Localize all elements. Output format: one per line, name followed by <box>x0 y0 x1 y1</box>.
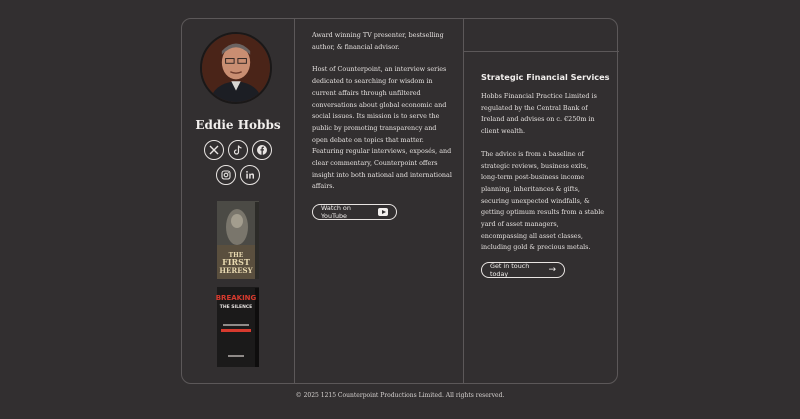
profile-card <box>181 18 618 384</box>
book1-title-line2: FIRST <box>222 257 250 267</box>
get-in-touch-label: Get in touch today <box>490 262 530 278</box>
youtube-icon <box>378 208 388 216</box>
watch-on-youtube-button[interactable] <box>312 204 397 220</box>
facebook-icon[interactable] <box>252 140 272 160</box>
book-the-first-heresy[interactable] <box>215 201 261 281</box>
social-links-row-2 <box>182 165 294 185</box>
profile-column <box>182 19 294 383</box>
services-paragraph-1: Hobbs Financial Practice Limited is regulated by the Central Bank of Ireland and advises on c. €250m in client wealth. <box>481 92 597 136</box>
arrow-right-icon: → <box>548 264 556 275</box>
linkedin-icon[interactable] <box>240 165 260 185</box>
services-column <box>463 19 619 383</box>
book-breaking-the-silence[interactable] <box>215 287 261 367</box>
tiktok-icon[interactable] <box>228 140 248 160</box>
x-icon[interactable] <box>204 140 224 160</box>
avatar <box>200 32 272 104</box>
services-divider <box>464 51 619 52</box>
social-links-row-1 <box>182 140 294 160</box>
about-intro: Award winning TV presenter, bestselling author, & financial advisor. <box>312 31 444 51</box>
profile-name: Eddie Hobbs <box>195 118 281 132</box>
about-bio: Host of Counterpoint, an interview series dedicated to searching for wisdom in current affairs through unfiltered conversations about global economic and social issues. Its mission is to serve the public by promoting transparency and open debate on topics that matter. Featuring regular interviews, exposés, and clear commentary, Counterpoint offers insight into both national and international affairs. <box>312 65 452 191</box>
services-heading: Strategic Financial Services <box>481 72 610 82</box>
watch-on-youtube-label: Watch on YouTube <box>321 204 351 220</box>
get-in-touch-button[interactable] <box>481 262 565 278</box>
book1-title-line3: HERESY <box>219 266 253 275</box>
book1-title-line1: THE <box>228 252 244 259</box>
services-paragraph-2: The advice is from a baseline of strategic reviews, business exits, long-term post-business income planning, inheritances & gifts, securing unexpected windfalls, & getting optimum results from a stable yard of asset managers, encompassing all asset classes, including gold & precious metals. <box>481 149 605 252</box>
footer-copyright: © 2025 1215 Counterpoint Productions Limited. All rights reserved. <box>295 392 505 399</box>
instagram-icon[interactable] <box>216 165 236 185</box>
book2-title-line2: THE SILENCE <box>219 305 253 310</box>
book2-title-line1: BREAKING <box>215 294 257 302</box>
about-column <box>294 19 464 383</box>
